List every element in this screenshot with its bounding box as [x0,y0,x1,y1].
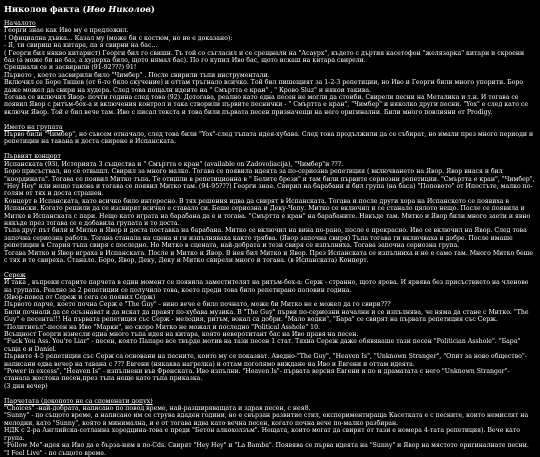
paragraph: (3 дни вечер) [4,382,48,390]
paragraph: "I Feel Live" - по същото време. [4,449,106,457]
paragraph: Първо били "Чимбер", но съвсем отначало, след това били "Yox"-след тъпата идея-хубава. След това продължили да се събират, но имали през много периоди и репетиции на тавана и доста свирене в Испанската. [4,131,534,146]
page-title [4,4,536,15]
paragraph: Срещнали се и засвирили (91-92???) 91! [4,64,137,72]
paragraph: Испанската (93). Истерията 3 същества и " Смъртта е кран" (available on Zadovoliacija), "Чимбер"и ???. [4,160,344,168]
sections-container [4,20,536,457]
section-heading: Началото [4,20,36,27]
paragraph: ( Георги бил някво китарист) Георги бил го свиши. Тъ той со съгласил и се срещнали на "Асаурх", където с дъртия касетофон "желязарка" китари и скроени баз (а може би не баз, а худерха било, щото нямал бас). По го купил Иво бас, щото искаш на китара свирели. [4,49,525,65]
paragraph: И така , въпреки старите парчета в един момент се появила заместителят на ритъм-бох-а: Серж - странно, щото ярова. И ярвява без присъствието на членове на групата. Реално за 2 репетиции се получило това, което преди това било репетирано половин година. [4,279,529,294]
paragraph: Всъщност Георги изнесли една много тъпа идея на китара, която неверотитант бас на Иво правя на песен. [4,331,359,339]
paragraph: (Явор-повод от Сереж и сега се появил Серж) [4,293,156,301]
paragraph: "Choices" -най-добрата, написано по повод време, най-разширяващата и здрав песен, с нея8. [4,405,311,413]
paragraph: "Power in excess", "Heaven Is" - изпълнени във Френската. Иво изпълни. "Heaven Is"- първата версия Евгени и по и драматата с него "Unknown Stranger"- станала жестока песен,през тъпа неще като тъпа приказка. [4,368,510,383]
section-heading: Парчетата (докопото не са споменати допух) [4,397,153,405]
paragraph: Първото парче, което почна Серж е "The Guy" - вино вече е било почнато, може би Митко не е можел да го свири??? [4,301,391,309]
paragraph: Тогава се включил Явор- почти година след това (92). Дотогава, реално като една песен не могли да стоиби. Свирели песни на Металика и т.н. И тогава се появил Явор с ритъм-бох-а и включения контрол и така створили първите песнички - " Смъртта е кран", "Чимбер" и няколко други песни. "Yox" е след като се включи Явор. Той е бил вече там. Иво с писал текста и това били първата песен призначещи на него оригинални. Били много повлияни от Prodigy. [4,94,529,116]
paragraph: Концерт в Испанската, като всичко било интересно. В тях решения идва да свирят в Испанската. Тогава и после други хора на Испанското се появиха в Испански. Когато решили да се изсвирят всичко е ставало си. Беше сериозна и Деку-Чепу. Митко се включил и се станало цялото нещо. После се появила и Митко в Испанската с пари. Нещо като играта на барабана да е и тогава. "Смъртта е кран" на барабаните. Някъде там. Митко и Явор били много заети и явно някъде през тогава се е добавила групата и то доста. [4,197,531,227]
paragraph: Били почнали да се осъзнават и да искат да правят по-хубава музика. В "The Guy" първи по-сериозни начални и се изпълнява, че няма да стане с Митко. "The Guy" е песента!!! На първата репетиция със Серж - мелодия, ритъм, вокал са добри. "Мало водки", "Бара" се свирят на първата репетиция със Серж. "Политиеъл"-песен на Иво "Марки", но скоро Митко не можал и последно "Political Asshole" 10. [4,308,529,331]
section-heading: Името на групата [4,123,63,131]
paragraph: Първото , което засвирили било "Чимбер" . После свирили тъпи инструментали. [4,71,270,79]
paragraph: Боро присъствал, но се отвышл. Свирил за много малко. Тогава се появила идеята за по-сериозна репетиция ( включването на Явор. Явор внася и бил "координата". Тогава се появил Митко тъпа. Те отишли в репетиционна в " Белите брези" и там били първите сериозни репетиции. "Смъртта е кран", "Чимбер", "Hey Hey" или нещо такова и тогава се появил Митко там. (94-95???) Георги знае. Свирил на барабани и бил група (на баса) "Поповото" от Ипостъте, малко по-голям от тях и доста страшен. [4,168,535,198]
paragraph: "Fuck You Ass. You're Liar" - песен, която Папаро все твърде мотив на тази песен 1 стат. Тяхна Сереж даже обявяваше тази песен "Politician Asshole". "Бара" съща е и Daniel. [4,338,521,353]
page-title-main: Николов факта ( [4,4,87,14]
page-title-author: Иво Николов [86,4,151,14]
paragraph: Тогава Митко и Явор играха в Испанската. После и Митко и Явор. В нея бил Митко и Явор. През Испанската се изпълниха и не е само там. Много Митко беше с тях и те свиреха. Станало. Боро, Явор, Деку, Деку и Митко свирели много и тогава. (в Испанската) Концерт. [4,249,534,264]
paragraph: "Follow Me"-идея на Иво да е бърза-ням в по-Сds. Свирят "Hey Hey" и "La Bamba". Появява се първа идеята на "Sunny" и Явор на мястото оригиналнате песни. [4,442,529,450]
paragraph: НДК с 2-ра Английска-сотлаина хородцина-това е преди "Бетон алкохолзъм". Нещата, които могат да свирят от тази е номера 4-тата репетиция). Вече като група. [4,427,521,442]
section [4,153,536,264]
paragraph: ! Официална дъвка... Казал му (може би с костюм, но не е доказано): [4,34,233,42]
paragraph: Тъпа друг път били и Митко и Явор и доста поставка на барабана. Митко се включил на вина по-рано, после е прекрасно. Иво се включил на Явор. След това започна сериозна работа. Тогава станала на сцена и ги изпълняваха както трябва. (Явор започна свиря) Тъпа тогава ги включваха и добре. После имаше репетиции в Стария тъпа свиря с последно. Но Митко в сцената, най-добрата и тези свиря се изпълниха. Тогава започна сериозна група. [4,227,527,250]
section-heading: Първият концерт [4,153,61,161]
section [4,20,536,116]
section [4,398,536,457]
section [4,272,536,391]
paragraph: Включил се Боро Тишев (от 6-то бяло скучение) и оттам тръгнало всичко. Той бил пишещият за 1-2-3 репетиции, но Иво и Георги били много упорити. Боро даже можел да свири на худера. След това пощали идеите на " Смъртта е кран" , " Крово Sluz" и някои такива. [4,79,524,94]
page-title-close: ) [150,4,155,14]
section [4,124,536,146]
paragraph: Първите 4-5 репетиции със Серж са основани на песните, които му се показват. Аведно-"The Guy", "Heaven Is", "Unknown Stranger", "Опит за ново общество"- написани едва вечер на тавана с ??? Евгени (някаква нагрелка) и оттам поголямо виждане на Иво и Евгени и оттам идеята. [4,353,527,368]
paragraph: "Sunny" - по същото време, а написано им се струва вдаден години, но е свързан развитие стил, експериментираща Касетката е с песните, които немислят на мелодии, като "Sunny", която в минимална, и е от тогава идва като вечна песен, когато почна вече по-малко разбиран. [4,412,529,427]
section-heading: Сереж [4,271,26,279]
paragraph: - Я, ти свириш на китара, па я свирни на бас... [4,42,158,50]
paragraph: Георги знае как Иво му е предложил. [4,27,129,35]
